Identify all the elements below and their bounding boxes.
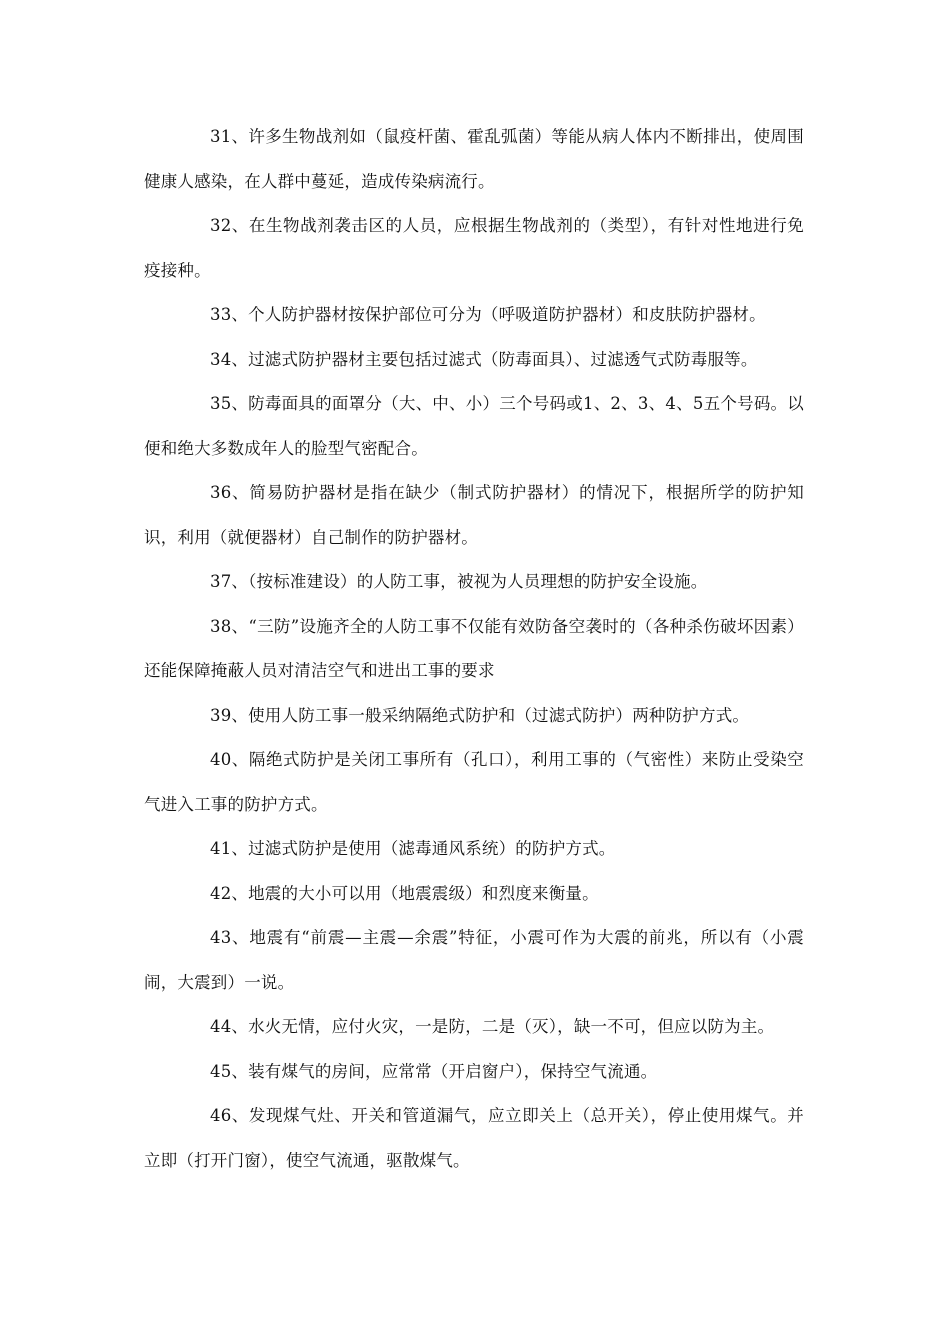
paragraph-31: 31、许多生物战剂如（鼠疫杆菌、霍乱弧菌）等能从病人体内不断排出，使周围健康人感染，在人群中蔓延，造成传染病流行。 bbox=[144, 127, 804, 191]
paragraph-36: 36、简易防护器材是指在缺少（制式防护器材）的情况下，根据所学的防护知识，利用（就便器材）自己制作的防护器材。 bbox=[144, 483, 804, 547]
document-body bbox=[144, 115, 804, 1183]
paragraph-45: 45、装有煤气的房间，应常常（开启窗户），保持空气流通。 bbox=[210, 1061, 658, 1081]
paragraph-44: 44、水火无情，应付火灾，一是防，二是（灭），缺一不可，但应以防为主。 bbox=[210, 1017, 775, 1036]
paragraph-39: 39、使用人防工事一般采纳隔绝式防护和（过滤式防护）两种防护方式。 bbox=[210, 705, 750, 725]
paragraph-42: 42、地震的大小可以用（地震震级）和烈度来衡量。 bbox=[210, 883, 599, 903]
paragraph-32: 32、在生物战剂袭击区的人员，应根据生物战剂的（类型），有针对性地进行免疫接种。 bbox=[144, 216, 804, 280]
paragraph-46: 46、发现煤气灶、开关和管道漏气，应立即关上（总开关），停止使用煤气。并立即（打开门窗），使空气流通，驱散煤气。 bbox=[144, 1106, 804, 1170]
paragraph-35: 35、防毒面具的面罩分（大、中、小）三个号码或1、2、3、4、5五个号码。以便和绝大多数成年人的脸型气密配合。 bbox=[144, 394, 804, 458]
paragraph-33: 33、个人防护器材按保护部位可分为（呼吸道防护器材）和皮肤防护器材。 bbox=[210, 305, 766, 324]
paragraph-34: 34、过滤式防护器材主要包括过滤式（防毒面具）、过滤透气式防毒服等。 bbox=[210, 349, 758, 369]
paragraph-37: 37、（按标准建设）的人防工事，被视为人员理想的防护安全设施。 bbox=[210, 572, 708, 591]
paragraph-41: 41、过滤式防护是使用（滤毒通风系统）的防护方式。 bbox=[210, 839, 616, 858]
paragraph-40: 40、隔绝式防护是关闭工事所有（孔口），利用工事的（气密性）来防止受染空气进入工事的防护方式。 bbox=[144, 750, 804, 814]
paragraph-43: 43、地震有“前震—主震—余震”特征，小震可作为大震的前兆，所以有（小震闹，大震到）一说。 bbox=[144, 928, 804, 992]
paragraph-38: 38、“三防”设施齐全的人防工事不仅能有效防备空袭时的（各种杀伤破坏因素）还能保障掩蔽人员对清洁空气和进出工事的要求 bbox=[144, 616, 804, 680]
